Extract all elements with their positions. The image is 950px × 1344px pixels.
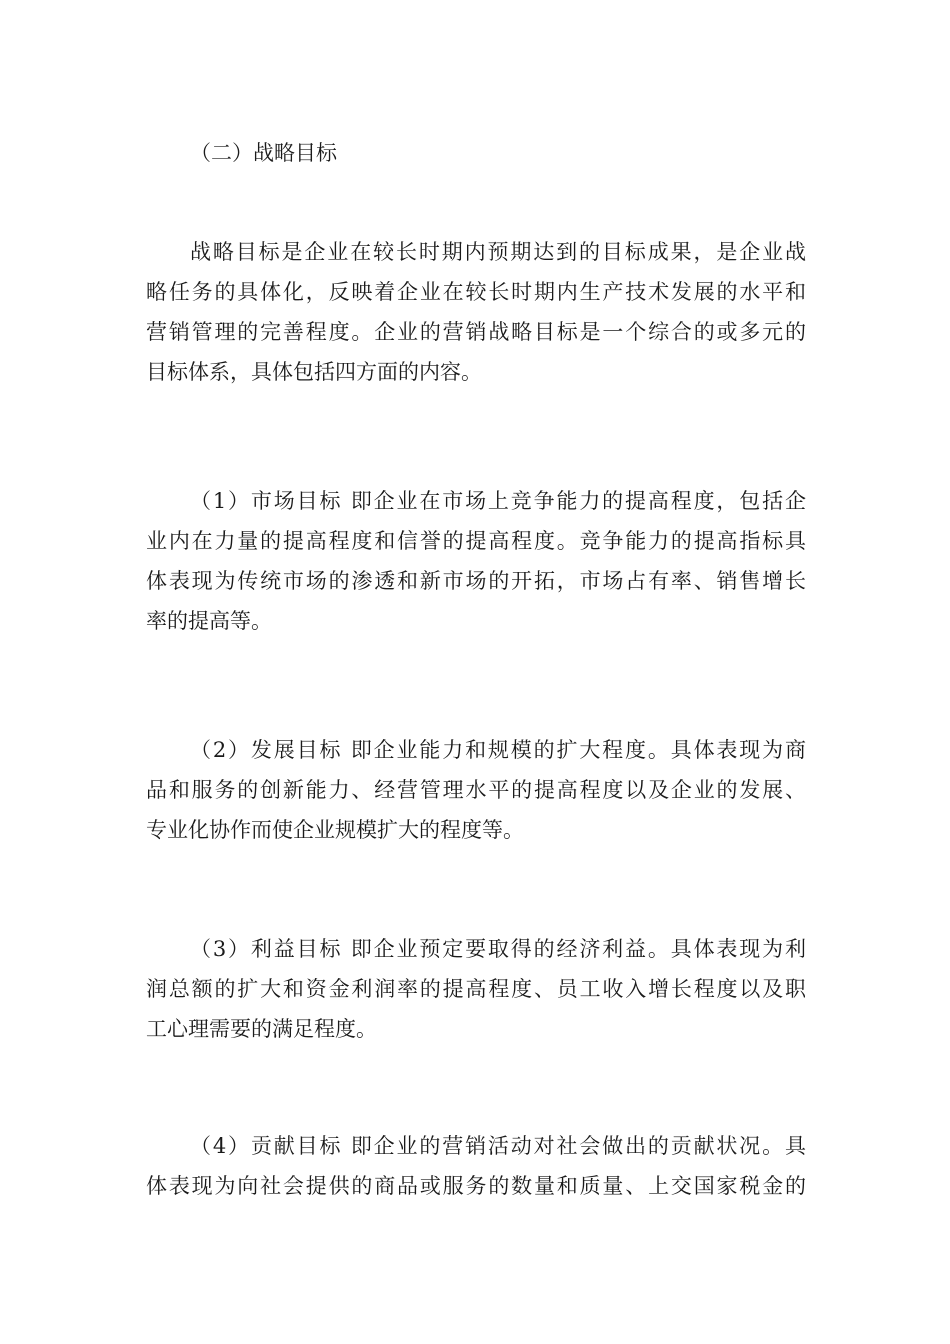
paragraph-line: 目标体系，具体包括四方面的内容。 (146, 360, 482, 384)
paragraph-line: 专业化协作而使企业规模扩大的程度等。 (146, 818, 524, 842)
paragraph-line: （1）市场目标 即企业在市场上竞争能力的提高程度，包括企 (190, 489, 806, 513)
paragraph-line: 营销管理的完善程度。企业的营销战略目标是一个综合的或多元的 (146, 320, 806, 344)
paragraph-contribution-goal (146, 1126, 806, 1206)
paragraph-line: （2）发展目标 即企业能力和规模的扩大程度。具体表现为商 (190, 738, 806, 762)
paragraph-line: 体表现为传统市场的渗透和新市场的开拓，市场占有率、销售增长 (146, 569, 806, 593)
paragraph-market-goal (146, 481, 806, 641)
section-heading: （二）战略目标 (190, 141, 337, 165)
paragraph-line: 品和服务的创新能力、经营管理水平的提高程度以及企业的发展、 (146, 778, 806, 802)
paragraph-line: 战略目标是企业在较长时期内预期达到的目标成果，是企业战 (190, 240, 806, 264)
paragraph-strategic-goal-definition (146, 232, 806, 392)
paragraph-line: 体表现为向社会提供的商品或服务的数量和质量、上交国家税金的 (146, 1174, 806, 1198)
paragraph-line: 业内在力量的提高程度和信誉的提高程度。竞争能力的提高指标具 (146, 529, 806, 553)
paragraph-profit-goal (146, 929, 806, 1049)
paragraph-development-goal (146, 730, 806, 850)
paragraph-line: 润总额的扩大和资金利润率的提高程度、员工收入增长程度以及职 (146, 977, 806, 1001)
paragraph-line: 率的提高等。 (146, 609, 272, 633)
paragraph-line: 工心理需要的满足程度。 (146, 1017, 377, 1041)
paragraph-line: （3）利益目标 即企业预定要取得的经济利益。具体表现为利 (190, 937, 806, 961)
paragraph-line: （4）贡献目标 即企业的营销活动对社会做出的贡献状况。具 (190, 1134, 806, 1158)
paragraph-line: 略任务的具体化，反映着企业在较长时期内生产技术发展的水平和 (146, 280, 806, 304)
